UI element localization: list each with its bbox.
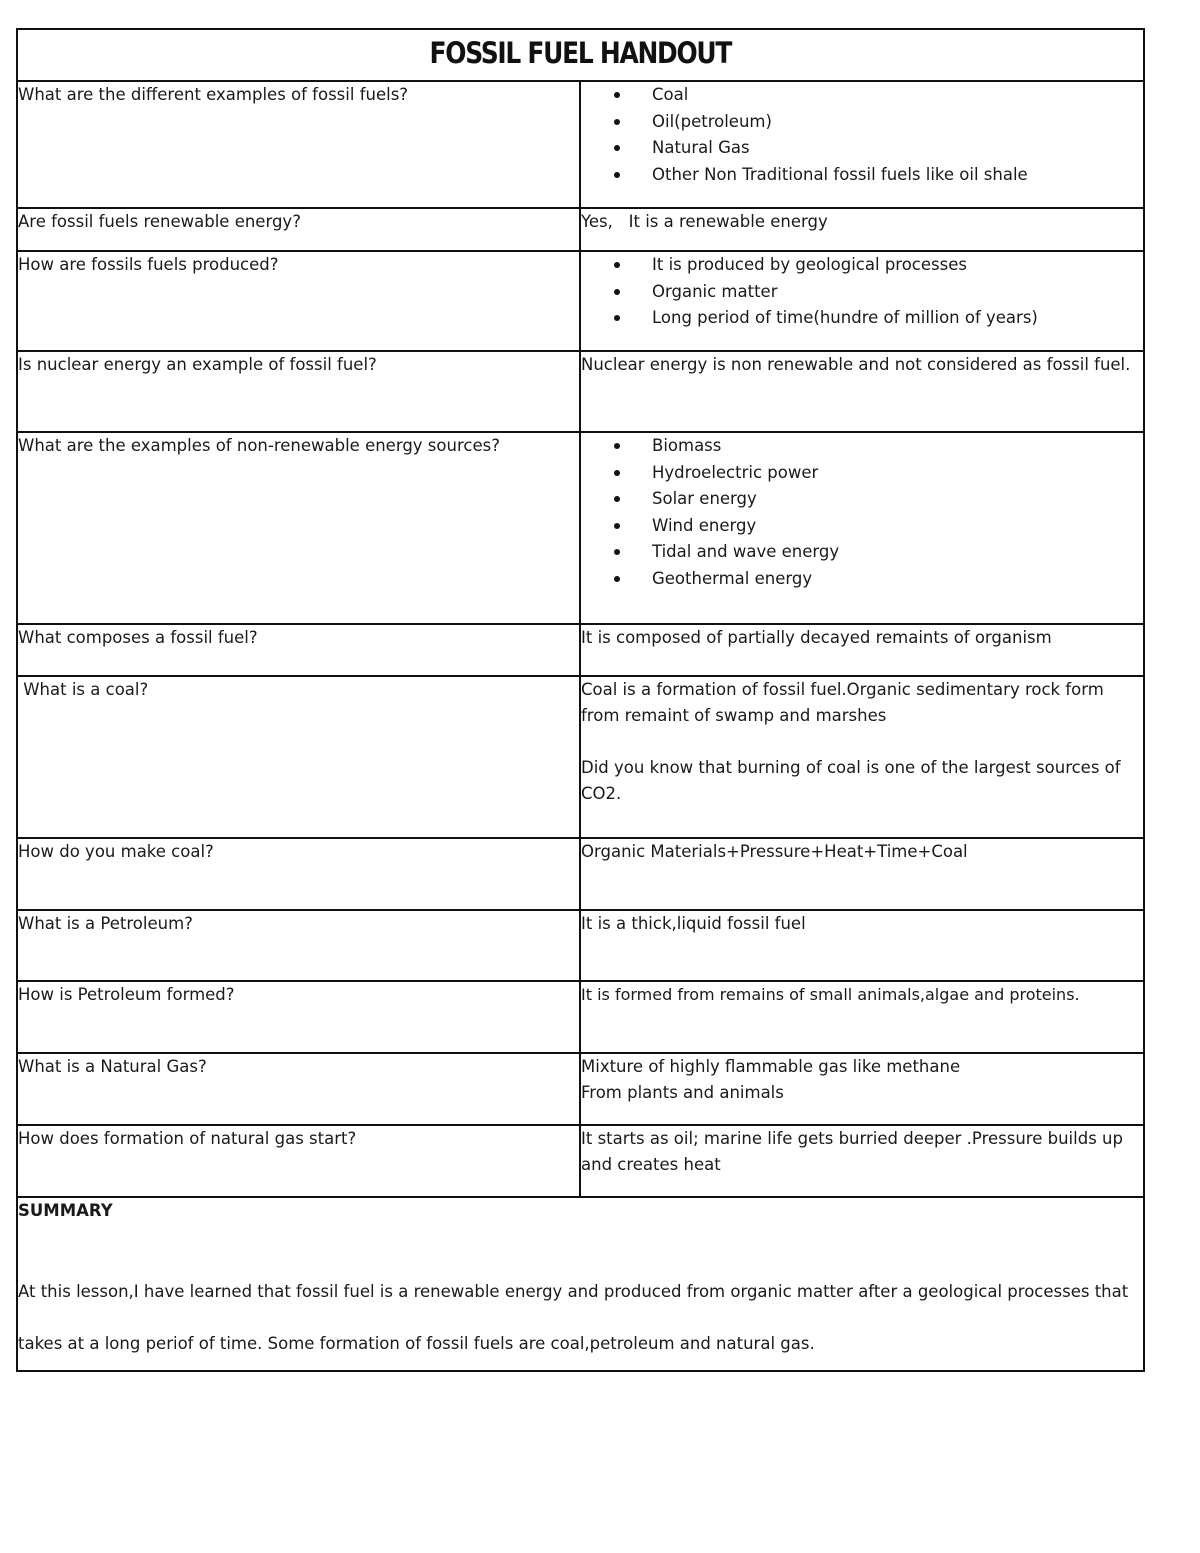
summary-cell	[17, 1197, 1144, 1371]
table-row	[17, 676, 1144, 838]
table-row	[17, 1053, 1144, 1125]
answer-text: Organic Materials+Pressure+Heat+Time+Coal	[581, 842, 968, 861]
answer-text: Yes, It is a renewable energy	[581, 212, 828, 231]
answer-cell	[580, 910, 1144, 981]
list-item: Long period of time(hundre of million of years)	[614, 305, 1143, 332]
page-title: FOSSIL FUEL HANDOUT	[429, 36, 732, 70]
list-item: Oil(petroleum)	[614, 109, 1143, 136]
list-item: Organic matter	[614, 279, 1143, 306]
answer-text: It is formed from remains of small animals,algae and proteins.	[581, 985, 1080, 1004]
fun-fact-text: Did you know that burning of coal is one of the largest sources of CO2.	[581, 758, 1121, 803]
question-cell: What are the different examples of fossil fuels?	[17, 81, 580, 208]
answer-text: It is composed of partially decayed remaints of organism	[581, 628, 1052, 647]
answer-text: It starts as oil; marine life gets burried deeper .Pressure builds up and creates heat	[581, 1129, 1123, 1174]
table-row	[17, 910, 1144, 981]
handout-table	[16, 28, 1145, 1372]
table-row	[17, 351, 1144, 432]
table-row	[17, 81, 1144, 208]
table-row	[17, 981, 1144, 1053]
answer-cell	[580, 981, 1144, 1053]
question-cell: What is a Petroleum?	[17, 910, 580, 981]
answer-cell	[580, 1125, 1144, 1197]
table-row	[17, 251, 1144, 351]
table-row	[17, 208, 1144, 251]
list-item: Hydroelectric power	[614, 460, 1143, 487]
answer-cell	[580, 81, 1144, 208]
list-item: Tidal and wave energy	[614, 539, 1143, 566]
answer-cell	[580, 351, 1144, 432]
answer-text: From plants and animals	[581, 1083, 784, 1102]
question-cell: How is Petroleum formed?	[17, 981, 580, 1053]
answer-text: It is a thick,liquid fossil fuel	[581, 914, 806, 933]
table-row	[17, 838, 1144, 910]
summary-heading: SUMMARY	[18, 1201, 113, 1220]
list-item: Wind energy	[614, 513, 1143, 540]
question-cell: What are the examples of non-renewable energy sources?	[17, 432, 580, 624]
question-cell: Is nuclear energy an example of fossil fuel?	[17, 351, 580, 432]
answer-cell	[580, 676, 1144, 838]
answer-cell	[580, 1053, 1144, 1125]
list-item: Coal	[614, 82, 1143, 109]
answer-bullet-list	[581, 82, 1143, 188]
title-cell	[17, 29, 1144, 81]
answer-cell	[580, 208, 1144, 251]
question-cell: What is a coal?	[17, 676, 580, 838]
title-row	[17, 29, 1144, 81]
answer-text: Coal is a formation of fossil fuel.Organic sedimentary rock form from remaint of swamp and marshes	[581, 680, 1104, 725]
answer-bullet-list	[581, 433, 1143, 592]
answer-cell	[580, 838, 1144, 910]
table-row	[17, 1125, 1144, 1197]
answer-text: Nuclear energy is non renewable and not considered as fossil fuel.	[581, 355, 1131, 374]
answer-bullet-list	[581, 252, 1143, 332]
question-cell: What is a Natural Gas?	[17, 1053, 580, 1125]
question-cell: How do you make coal?	[17, 838, 580, 910]
question-cell: What composes a fossil fuel?	[17, 624, 580, 676]
list-item: Solar energy	[614, 486, 1143, 513]
summary-row	[17, 1197, 1144, 1371]
list-item: Geothermal energy	[614, 566, 1143, 593]
list-item: Biomass	[614, 433, 1143, 460]
list-item: Natural Gas	[614, 135, 1143, 162]
answer-cell	[580, 624, 1144, 676]
question-cell: How does formation of natural gas start?	[17, 1125, 580, 1197]
answer-cell	[580, 251, 1144, 351]
question-cell: How are fossils fuels produced?	[17, 251, 580, 351]
answer-text: Mixture of highly flammable gas like methane	[581, 1057, 961, 1076]
answer-cell	[580, 432, 1144, 624]
list-item: It is produced by geological processes	[614, 252, 1143, 279]
list-item: Other Non Traditional fossil fuels like oil shale	[614, 162, 1143, 189]
table-row	[17, 432, 1144, 624]
question-cell: Are fossil fuels renewable energy?	[17, 208, 580, 251]
table-row	[17, 624, 1144, 676]
summary-text: At this lesson,I have learned that fossil fuel is a renewable energy and produced from organic matter after a geological processes that takes at a long periof of time. Some formation of fossil fuels are coal,petroleum and natural gas.	[18, 1282, 1129, 1353]
